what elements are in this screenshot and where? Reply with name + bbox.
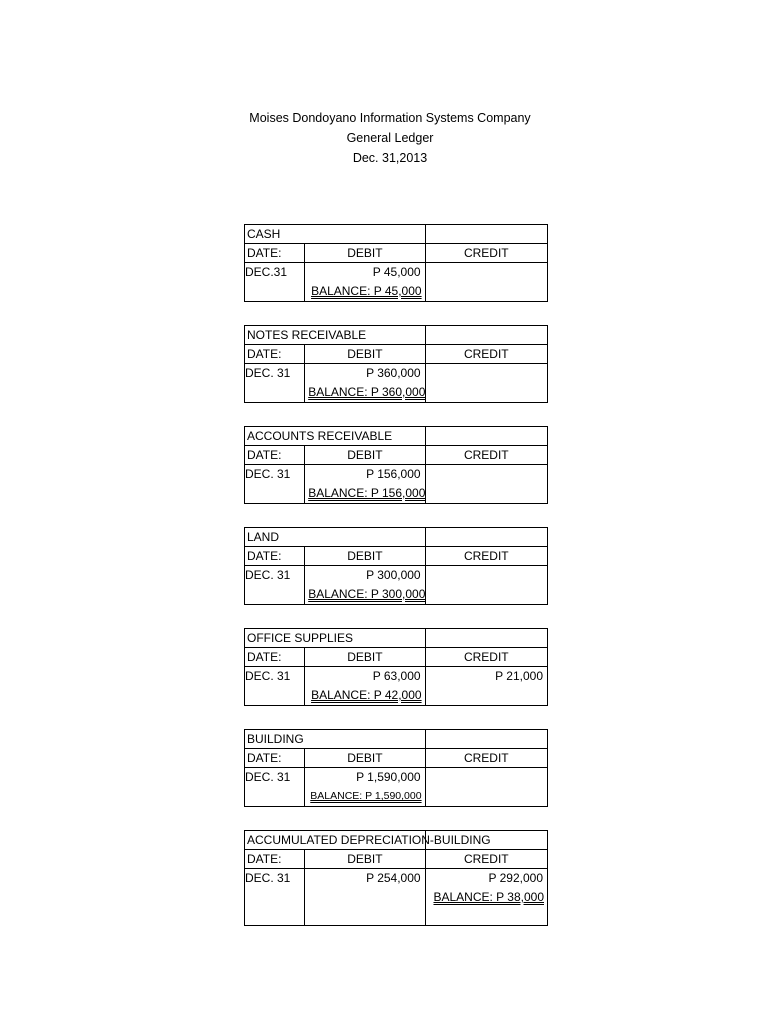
debit-amount: P 156,000 [366, 467, 421, 481]
ledger-account-office-supplies [244, 628, 548, 706]
debit-cell [305, 566, 425, 605]
balance-line [426, 888, 547, 907]
debit-header: DEBIT [305, 244, 425, 263]
credit-cell [425, 667, 547, 706]
debit-amount: P 300,000 [366, 568, 421, 582]
empty-cell [425, 528, 547, 547]
balance-amount: BALANCE: P 360,000 [308, 385, 426, 399]
balance-amount: BALANCE: P 38,000 [433, 890, 544, 904]
entry-date: DEC. 31 [245, 768, 305, 807]
credit-cell [425, 263, 547, 302]
debit-header: DEBIT [305, 345, 425, 364]
credit-amount [426, 364, 547, 383]
credit-cell [425, 566, 547, 605]
entry-date: DEC.31 [245, 263, 305, 302]
entry-date: DEC. 31 [245, 869, 305, 926]
account-name: CASH [245, 225, 426, 244]
entry-date: DEC. 31 [245, 667, 305, 706]
date-header: DATE: [245, 547, 305, 566]
company-name: Moises Dondoyano Information Systems Company [249, 111, 531, 125]
debit-cell [305, 364, 425, 403]
date-header: DATE: [245, 648, 305, 667]
ledger-account-notes-receivable [244, 325, 548, 403]
balance-amount: BALANCE: P 45,000 [311, 284, 422, 298]
credit-header: CREDIT [425, 749, 547, 768]
debit-amount: P 63,000 [372, 669, 421, 683]
entry-date: DEC. 31 [245, 566, 305, 605]
debit-cell [305, 869, 425, 926]
credit-header: CREDIT [425, 850, 547, 869]
credit-amount [426, 465, 547, 484]
debit-cell [305, 768, 425, 807]
account-name: LAND [245, 528, 426, 547]
ledger-account-accumulated-depreciation-building [244, 830, 548, 926]
ledger-account-cash [244, 224, 548, 302]
document-date: Dec. 31,2013 [352, 151, 428, 165]
balance-amount: BALANCE: P 156,000 [308, 486, 426, 500]
account-name: ACCUMULATED DEPRECIATION-BUILDING [245, 831, 426, 850]
ledger-account-building [244, 729, 548, 807]
balance-line [305, 686, 424, 705]
date-header: DATE: [245, 244, 305, 263]
debit-amount: P 360,000 [366, 366, 421, 380]
credit-header: CREDIT [425, 648, 547, 667]
document-title: General Ledger [346, 131, 434, 145]
balance-amount: BALANCE: P 42,000 [311, 688, 422, 702]
credit-header: CREDIT [425, 244, 547, 263]
empty-cell [425, 730, 547, 749]
debit-header: DEBIT [305, 648, 425, 667]
balance-amount: BALANCE: P 300,000 [308, 587, 426, 601]
empty-cell [425, 629, 547, 648]
credit-amount [426, 768, 547, 787]
credit-header: CREDIT [425, 446, 547, 465]
balance-line [305, 787, 424, 806]
debit-amount: P 254,000 [366, 871, 421, 885]
debit-header: DEBIT [305, 749, 425, 768]
credit-cell [425, 465, 547, 504]
debit-cell [305, 465, 425, 504]
account-name: NOTES RECEIVABLE [245, 326, 426, 345]
account-name: BUILDING [245, 730, 426, 749]
debit-header: DEBIT [305, 446, 425, 465]
debit-cell [305, 667, 425, 706]
empty-cell [425, 427, 547, 446]
debit-amount: P 1,590,000 [356, 770, 421, 784]
credit-header: CREDIT [425, 345, 547, 364]
credit-amount: P 21,000 [495, 669, 543, 683]
date-header: DATE: [245, 446, 305, 465]
debit-header: DEBIT [305, 850, 425, 869]
credit-header: CREDIT [425, 547, 547, 566]
balance-line [305, 383, 424, 402]
debit-header: DEBIT [305, 547, 425, 566]
balance-line [305, 585, 424, 604]
date-header: DATE: [245, 850, 305, 869]
balance-line [305, 282, 424, 301]
document-header [0, 108, 780, 168]
credit-amount: P 292,000 [488, 871, 543, 885]
credit-amount [426, 263, 547, 282]
credit-cell [425, 364, 547, 403]
balance-amount: BALANCE: P 1,590,000 [310, 790, 422, 802]
date-header: DATE: [245, 345, 305, 364]
debit-amount: P 45,000 [372, 265, 421, 279]
account-name: ACCOUNTS RECEIVABLE [245, 427, 426, 446]
date-header: DATE: [245, 749, 305, 768]
entry-date: DEC. 31 [245, 465, 305, 504]
credit-cell [425, 768, 547, 807]
account-name: OFFICE SUPPLIES [245, 629, 426, 648]
credit-cell [425, 869, 547, 926]
entry-date: DEC. 31 [245, 364, 305, 403]
credit-amount [426, 566, 547, 585]
empty-cell [425, 225, 547, 244]
ledger-account-land [244, 527, 548, 605]
empty-cell [425, 326, 547, 345]
debit-cell [305, 263, 425, 302]
balance-line [305, 484, 424, 503]
ledger-account-accounts-receivable [244, 426, 548, 504]
